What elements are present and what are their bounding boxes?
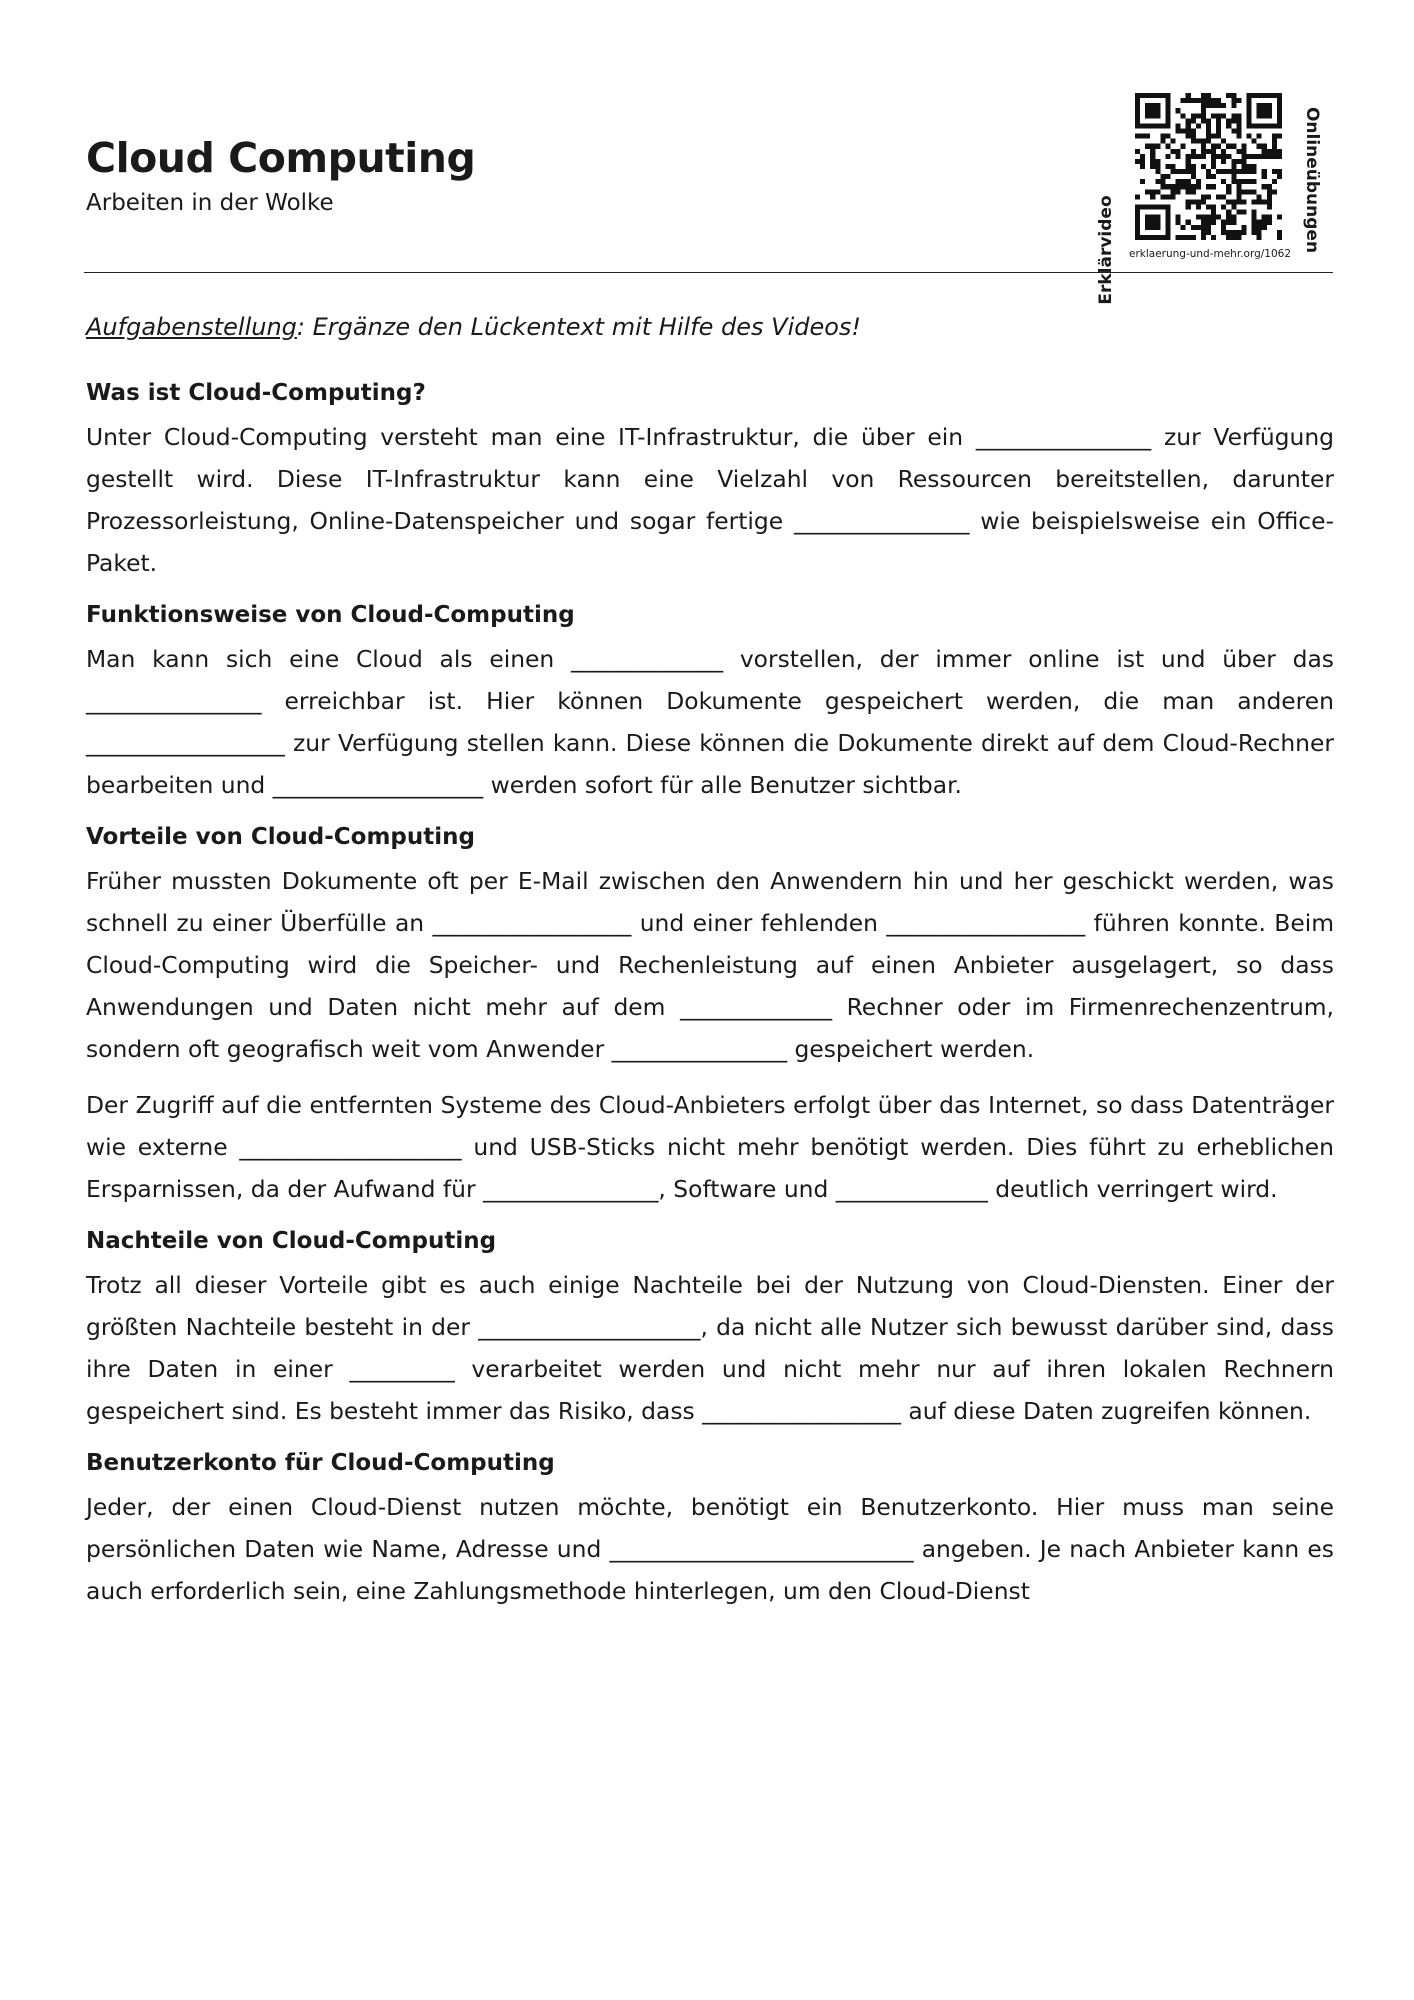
section-heading: Vorteile von Cloud-Computing: [86, 824, 475, 850]
qr-url: erklaerung-und-mehr.org/1062: [1128, 248, 1292, 260]
explainer-video-label: Erklärvideo: [1096, 195, 1116, 305]
section-heading: Funktionsweise von Cloud-Computing: [86, 602, 575, 628]
section-heading: Was ist Cloud-Computing?: [86, 380, 426, 406]
section-user-account: [86, 1446, 1334, 1612]
task-text: : Ergänze den Lückentext mit Hilfe des Videos!: [296, 313, 862, 341]
task-instruction: [86, 306, 1334, 348]
cloze-paragraph: Man kann sich eine Cloud als einen _____________ vorstellen, der immer online ist und über das _______________ erreichbar ist. Hier können Dokumente gespeichert werden, die man anderen _________________ zur Verfügung stellen kann. Diese können die Dokumente direkt auf dem Cloud-Rechner bearbeiten und __________________ werden sofort für alle Benutzer sichtbar.: [86, 645, 1334, 799]
cloze-paragraph: Früher mussten Dokumente oft per E-Mail zwischen den Anwendern hin und her geschickt werden, was schnell zu einer Überfülle an _________________ und einer fehlenden _________________ führen konnte. Beim Cloud-Computing wird die Speicher- und Rechenleistung auf einen Anbieter ausgelagert, so dass Anwendungen und Daten nicht mehr auf dem _____________ Rechner oder im Firmenrechenzentrum, sondern oft geografisch weit vom Anwender _______________ gespeichert werden.: [86, 867, 1334, 1063]
section-heading: Nachteile von Cloud-Computing: [86, 1228, 497, 1254]
page-subtitle: Arbeiten in der Wolke: [86, 190, 334, 216]
qr-code-icon[interactable]: [1135, 93, 1282, 240]
section-functionality: [86, 598, 1334, 806]
cloze-paragraph: Trotz all dieser Vorteile gibt es auch einige Nachteile bei der Nutzung von Cloud-Diensten. Einer der größten Nachteile besteht in der ___________________, da nicht alle Nutzer sich bewusst darüber sind, dass ihre Daten in einer _________ verarbeitet werden und nicht mehr nur auf ihren lokalen Rechnern gespeichert sind. Es besteht immer das Risiko, dass _________________ auf diese Daten zugreifen können.: [86, 1271, 1334, 1425]
cloze-paragraph: Der Zugriff auf die entfernten Systeme des Cloud-Anbieters erfolgt über das Internet, so dass Datenträger wie externe ___________________ und USB-Sticks nicht mehr benötigt werden. Dies führt zu erheblichen Ersparnissen, da der Aufwand für _______________, Software und _____________ deutlich verringert wird.: [86, 1091, 1334, 1203]
online-exercises-label: Onlineübungen: [1302, 106, 1322, 254]
qr-code-block: [1085, 90, 1325, 305]
task-label: Aufgabenstellung: [86, 313, 297, 341]
header-divider: [84, 272, 1333, 273]
cloze-paragraph: Jeder, der einen Cloud-Dienst nutzen möchte, benötigt ein Benutzerkonto. Hier muss man seine persönlichen Daten wie Name, Adresse und __________________________ angeben. Je nach Anbieter kann es auch erforderlich sein, eine Zahlungsmethode hinterlegen, um den Cloud-Dienst: [86, 1493, 1334, 1605]
page-title: Cloud Computing: [86, 134, 476, 182]
section-heading: Benutzerkonto für Cloud-Computing: [86, 1450, 555, 1476]
worksheet-content: [86, 306, 1334, 1626]
section-advantages: [86, 820, 1334, 1210]
cloze-paragraph: Unter Cloud-Computing versteht man eine IT-Infrastruktur, die über ein _______________ zur Verfügung gestellt wird. Diese IT-Infrastruktur kann eine Vielzahl von Ressourcen bereitstellen, darunter Prozessorleistung, Online-Datenspeicher und sogar fertige _______________ wie beispielsweise ein Office-Paket.: [86, 423, 1334, 577]
section-what-is: [86, 376, 1334, 584]
section-disadvantages: [86, 1224, 1334, 1432]
